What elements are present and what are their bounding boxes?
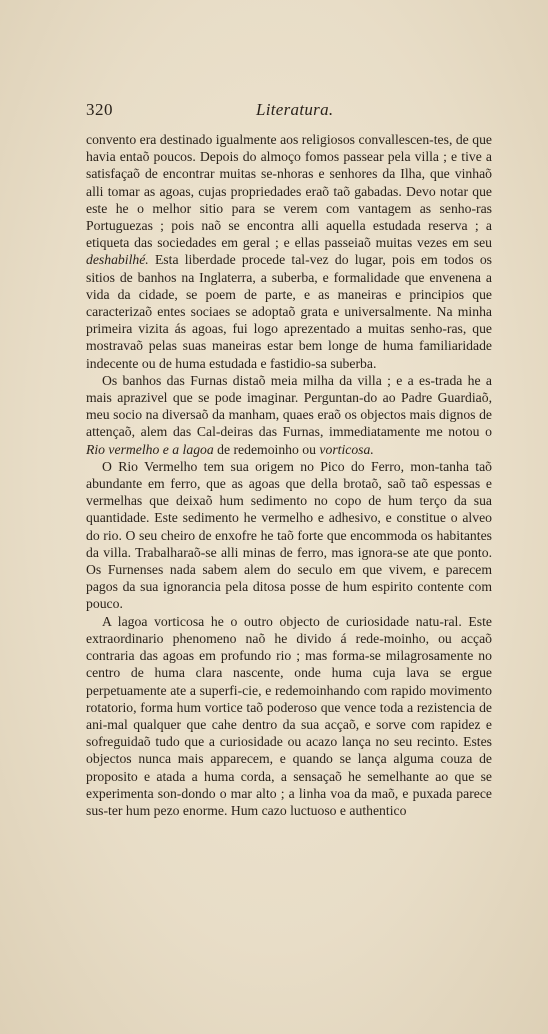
- running-head: Literatura.: [256, 100, 334, 119]
- paragraph: [86, 372, 492, 458]
- text-run: A lagoa vorticosa he o outro objecto de curiosidade natu-ral. Este extraordinario phenomeno naõ he divido á rede-moinho, ou acçaõ contraria das agoas em profundo rio ; mas forma-se milagrosamente no centro de huma clara nascente, onde huma cuja lava se ergue perpetuamente ate a superfi-cie, e redemoinhando com rapido movimento rotatorio, forma hum vortice taõ poderoso que vence toda a rezistencia de ani-mal qualquer que cahe dentro da sua acçaõ, e sorve com rapidez e sofreguidaõ tudo que a curiosidade ou acazo lança no seu recinto. Estes objectos nunca mais apparecem, e quando se lança alguma couza de proposito e atada a huma corda, a sensaçaõ he semelhante ao que se experimenta son-dondo o mar alto ; a linha voa da maõ, e puxada parece sus-ter hum pezo enorme. Hum cazo luctuoso e authentico: [86, 613, 492, 818]
- page-header: [86, 100, 492, 124]
- page-number: 320: [86, 100, 113, 119]
- text-run: Esta liberdade procede tal-vez do lugar, pois em todos os sitios de banhos na Inglaterra, a suberba, e formalidade que envenena a vida da cidade, se poem de parte, e as maneiras e principios que caracterizaõ entes sociaes se adoptaõ grata e universalmente. Na minha primeira vizita ás agoas, fui logo aprezentado a muitas senho-ras, que mostravaõ pelas suas maneiras estar bem longe de huma familiaridade indecente ou de huma estudada e fastidio-sa suberba.: [86, 252, 492, 371]
- paragraph: [86, 613, 492, 819]
- paragraph: [86, 131, 492, 372]
- paragraph: [86, 458, 492, 613]
- text-run: Os banhos das Furnas distaõ meia milha da villa ; e a es-trada he a mais aprazivel que se pode imaginar. Perguntan-do ao Padre Guardiaõ, meu socio na diversaõ da manham, quaes eraõ os objectos mais dignos de attençaõ, alem das Cal-deiras das Furnas, immediatamente me notou o: [86, 372, 492, 440]
- text-run: convento era destinado igualmente aos religiosos convallescen-tes, de que havia entaõ poucos. Depois do almoço fomos passear pela villa ; e tive a satisfaçaõ de encontrar muitas se-nhoras e senhores da Ilha, que vinhaõ alli tomar as agoas, cujas propriedades eraõ taõ gabadas. Devo notar que este he o melhor sitio para se verem com vantagem as senho-ras Portuguezas ; pois naõ se encontra alli aquella estudada reserva ; a etiqueta das sociedades em geral ; e ellas passeiaõ muitas vezes em seu: [86, 132, 492, 251]
- italic-text-run: vorticosa.: [319, 441, 374, 457]
- text-run: O Rio Vermelho tem sua origem no Pico do Ferro, mon-tanha taõ abundante em ferro, que as agoas que della brotaõ, saõ taõ espessas e vermelhas que deixaõ hum sedimento no copo de hum terço da sua quantidade. Este sedimento he vermelho e adhesivo, e constitue o alveo do rio. O seu cheiro de enxofre he taõ forte que encommoda os habitantes da villa. Trabalharaõ-se alli minas de ferro, mas ignora-se ate que ponto. Os Furnenses nada sabem alem do seculo em que vivem, e parecem pagos da sua ignorancia pela ditosa posse de hum espirito contente com pouco.: [86, 458, 492, 612]
- italic-text-run: deshabilhé.: [86, 252, 149, 268]
- italic-text-run: Rio vermelho e a lagoa: [86, 441, 214, 457]
- text-run: de redemoinho ou: [213, 441, 320, 457]
- body-text: [86, 131, 492, 819]
